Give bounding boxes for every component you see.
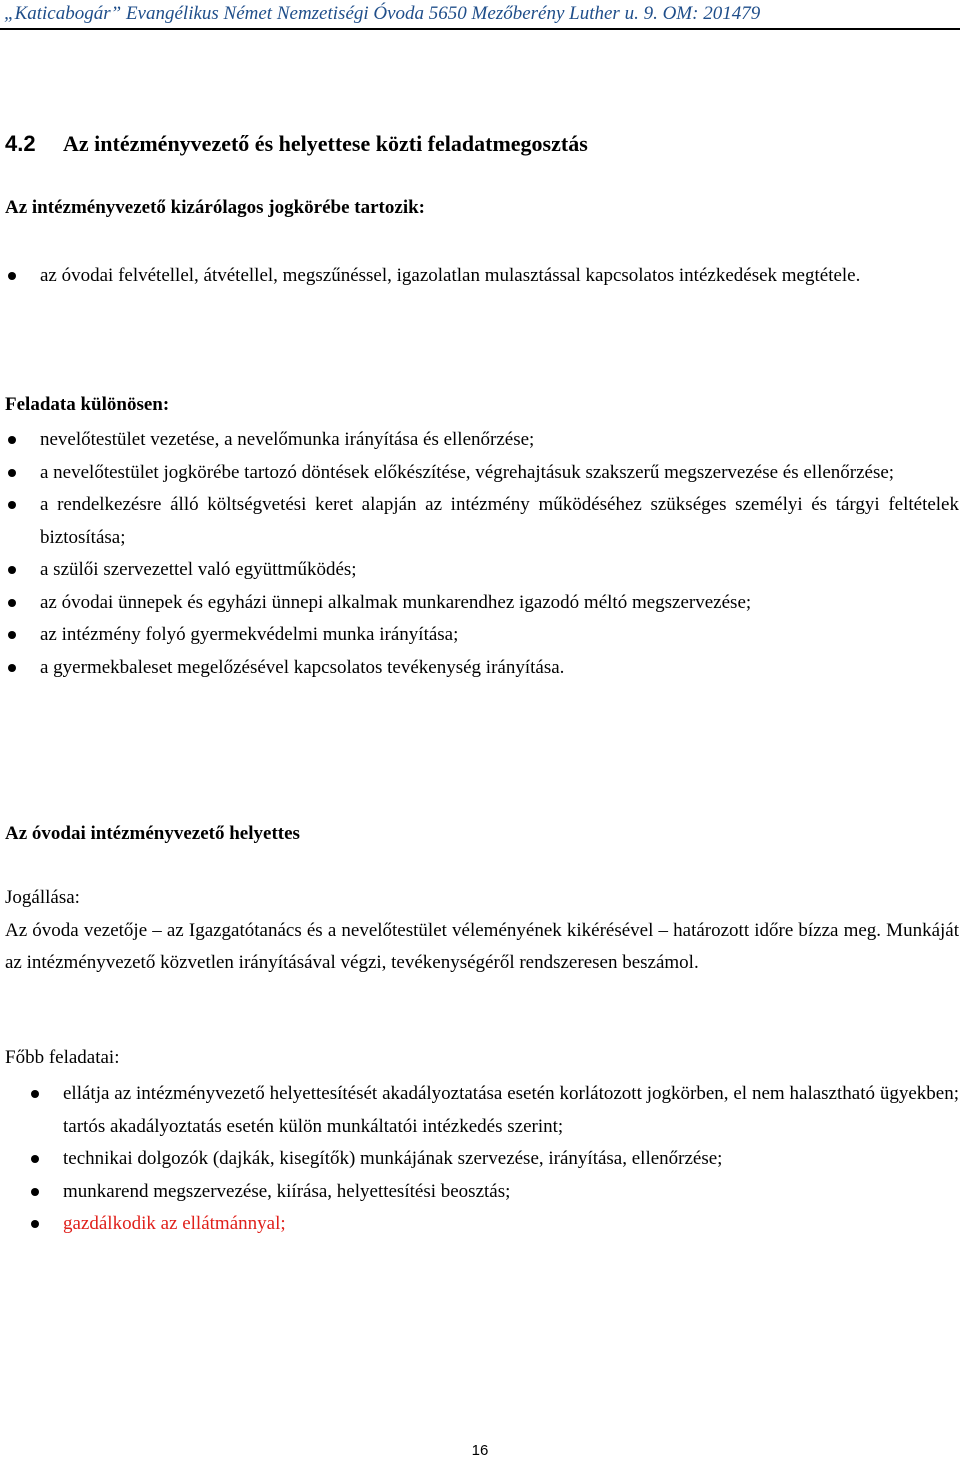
list-item: a gyermekbaleset megelőzésével kapcsolatos tevékenység irányítása. bbox=[5, 652, 959, 685]
tasks-list bbox=[5, 424, 959, 684]
bullet-icon bbox=[8, 469, 16, 477]
list-item: technikai dolgozók (dajkák, kisegítők) munkájának szervezése, irányítása, ellenőrzése; bbox=[5, 1143, 959, 1176]
list-item: munkarend megszervezése, kiírása, helyettesítési beosztás; bbox=[5, 1176, 959, 1209]
page-number: 16 bbox=[471, 1442, 489, 1459]
duties-list bbox=[5, 1078, 959, 1241]
bullet-icon bbox=[31, 1220, 39, 1228]
bullet-icon bbox=[8, 631, 16, 639]
list-item: a nevelőtestület jogkörébe tartozó döntések előkészítése, végrehajtásuk szakszerű megszervezése és ellenőrzése; bbox=[5, 457, 959, 490]
bullet-icon bbox=[31, 1090, 39, 1098]
section-number: 4.2 bbox=[5, 131, 36, 156]
bullet-icon bbox=[8, 272, 16, 280]
bullet-icon bbox=[8, 436, 16, 444]
list-item-highlighted: gazdálkodik az ellátmánnyal; bbox=[5, 1208, 959, 1241]
section-heading bbox=[5, 130, 588, 158]
bullet-icon bbox=[31, 1188, 39, 1196]
list-item: ellátja az intézményvezető helyettesítését akadályoztatása esetén korlátozott jogkörben, el nem halasztható ügyekben; tartós akadályoztatás esetén külön munkáltatói intézkedés szerint; bbox=[5, 1078, 959, 1143]
tasks-heading: Feladata különösen: bbox=[5, 394, 170, 415]
exclusive-list bbox=[5, 260, 959, 293]
list-item: nevelőtestület vezetése, a nevelőmunka irányítása és ellenőrzése; bbox=[5, 424, 959, 457]
list-item: a szülői szervezettel való együttműködés; bbox=[5, 554, 959, 587]
duties-label: Főbb feladatai: bbox=[5, 1047, 120, 1068]
deputy-heading: Az óvodai intézményvezető helyettes bbox=[5, 823, 300, 844]
bullet-icon bbox=[8, 501, 16, 509]
header-divider bbox=[0, 28, 960, 30]
section-title: Az intézményvezető és helyettese közti feladatmegosztás bbox=[63, 131, 588, 156]
list-item: az óvodai felvétellel, átvétellel, megszűnéssel, igazolatlan mulasztással kapcsolatos intézkedések megtétele. bbox=[5, 260, 959, 293]
bullet-icon bbox=[8, 566, 16, 574]
list-item: az óvodai ünnepek és egyházi ünnepi alkalmak munkarendhez igazodó méltó megszervezése; bbox=[5, 587, 959, 620]
bullet-icon bbox=[31, 1155, 39, 1163]
bullet-icon bbox=[8, 664, 16, 672]
status-paragraph: Az óvoda vezetője – az Igazgatótanács és a nevelőtestület véleményének kikérésével – határozott időre bízza meg. Munkáját az intézményvezető közvetlen irányításával végzi, tevékenységéről rendszeresen beszámol. bbox=[5, 920, 959, 973]
bullet-icon bbox=[8, 599, 16, 607]
exclusive-heading: Az intézményvezető kizárólagos jogkörébe tartozik: bbox=[5, 197, 425, 218]
list-item: a rendelkezésre álló költségvetési keret alapján az intézmény működéséhez szükséges személyi és tárgyi feltételek biztosítása; bbox=[5, 489, 959, 554]
status-label: Jogállása: bbox=[5, 887, 80, 908]
page-header: „Katicabogár” Evangélikus Német Nemzetiségi Óvoda 5650 Mezőberény Luther u. 9. OM: 201479 bbox=[4, 3, 761, 24]
list-item: az intézmény folyó gyermekvédelmi munka irányítása; bbox=[5, 619, 959, 652]
